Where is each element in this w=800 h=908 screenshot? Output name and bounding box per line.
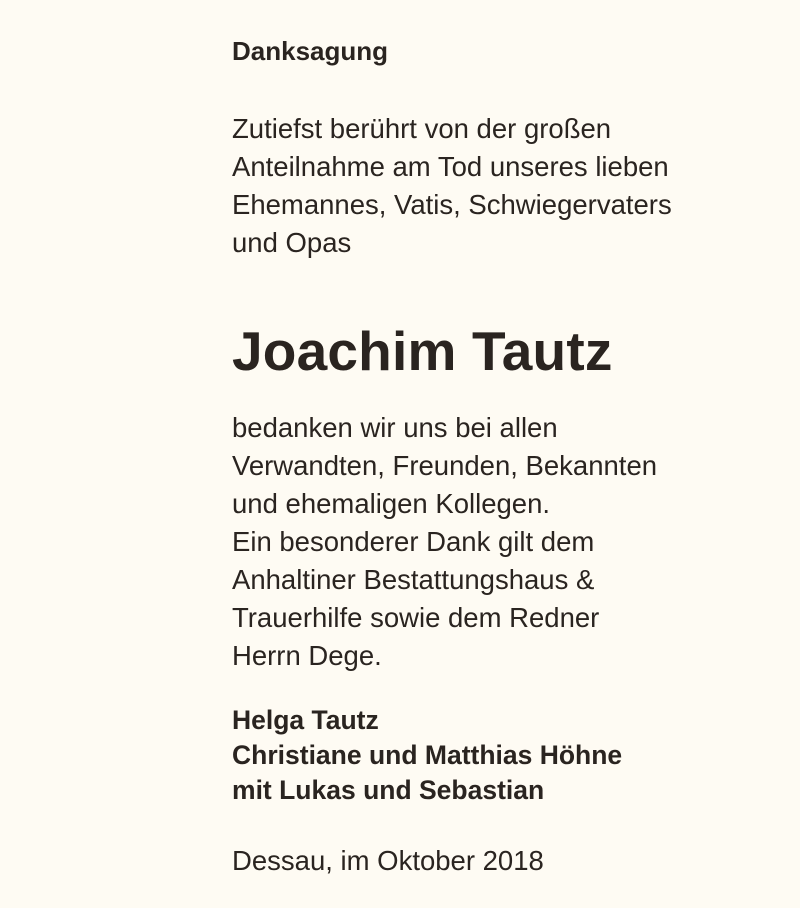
intro-line: und Opas	[232, 227, 352, 258]
notice-heading: Danksagung	[232, 36, 389, 66]
thanks-line: bedanken wir uns bei allen	[232, 412, 558, 443]
thanks-line: Trauerhilfe sowie dem Redner	[232, 602, 600, 633]
signature-line: Helga Tautz	[232, 705, 379, 735]
deceased-name: Joachim Tautz	[232, 320, 613, 382]
intro-text	[232, 110, 772, 262]
thanks-line: Herrn Dege.	[232, 640, 382, 671]
thanks-line: Anhaltiner Bestattungshaus &	[232, 564, 595, 595]
signature-line: mit Lukas und Sebastian	[232, 775, 545, 805]
thanks-line: Verwandten, Freunden, Bekannten	[232, 450, 658, 481]
intro-line: Ehemannes, Vatis, Schwiegervaters	[232, 189, 672, 220]
intro-line: Anteilnahme am Tod unseres lieben	[232, 151, 669, 182]
intro-line: Zutiefst berührt von der großen	[232, 113, 612, 144]
thanks-line: und ehemaligen Kollegen.	[232, 488, 551, 519]
signature-block	[232, 703, 772, 808]
place-and-date: Dessau, im Oktober 2018	[232, 845, 544, 876]
signature-line: Christiane und Matthias Höhne	[232, 740, 623, 770]
obituary-notice	[232, 32, 772, 908]
thanks-line: Ein besonderer Dank gilt dem	[232, 526, 595, 557]
thanks-text	[232, 409, 772, 675]
